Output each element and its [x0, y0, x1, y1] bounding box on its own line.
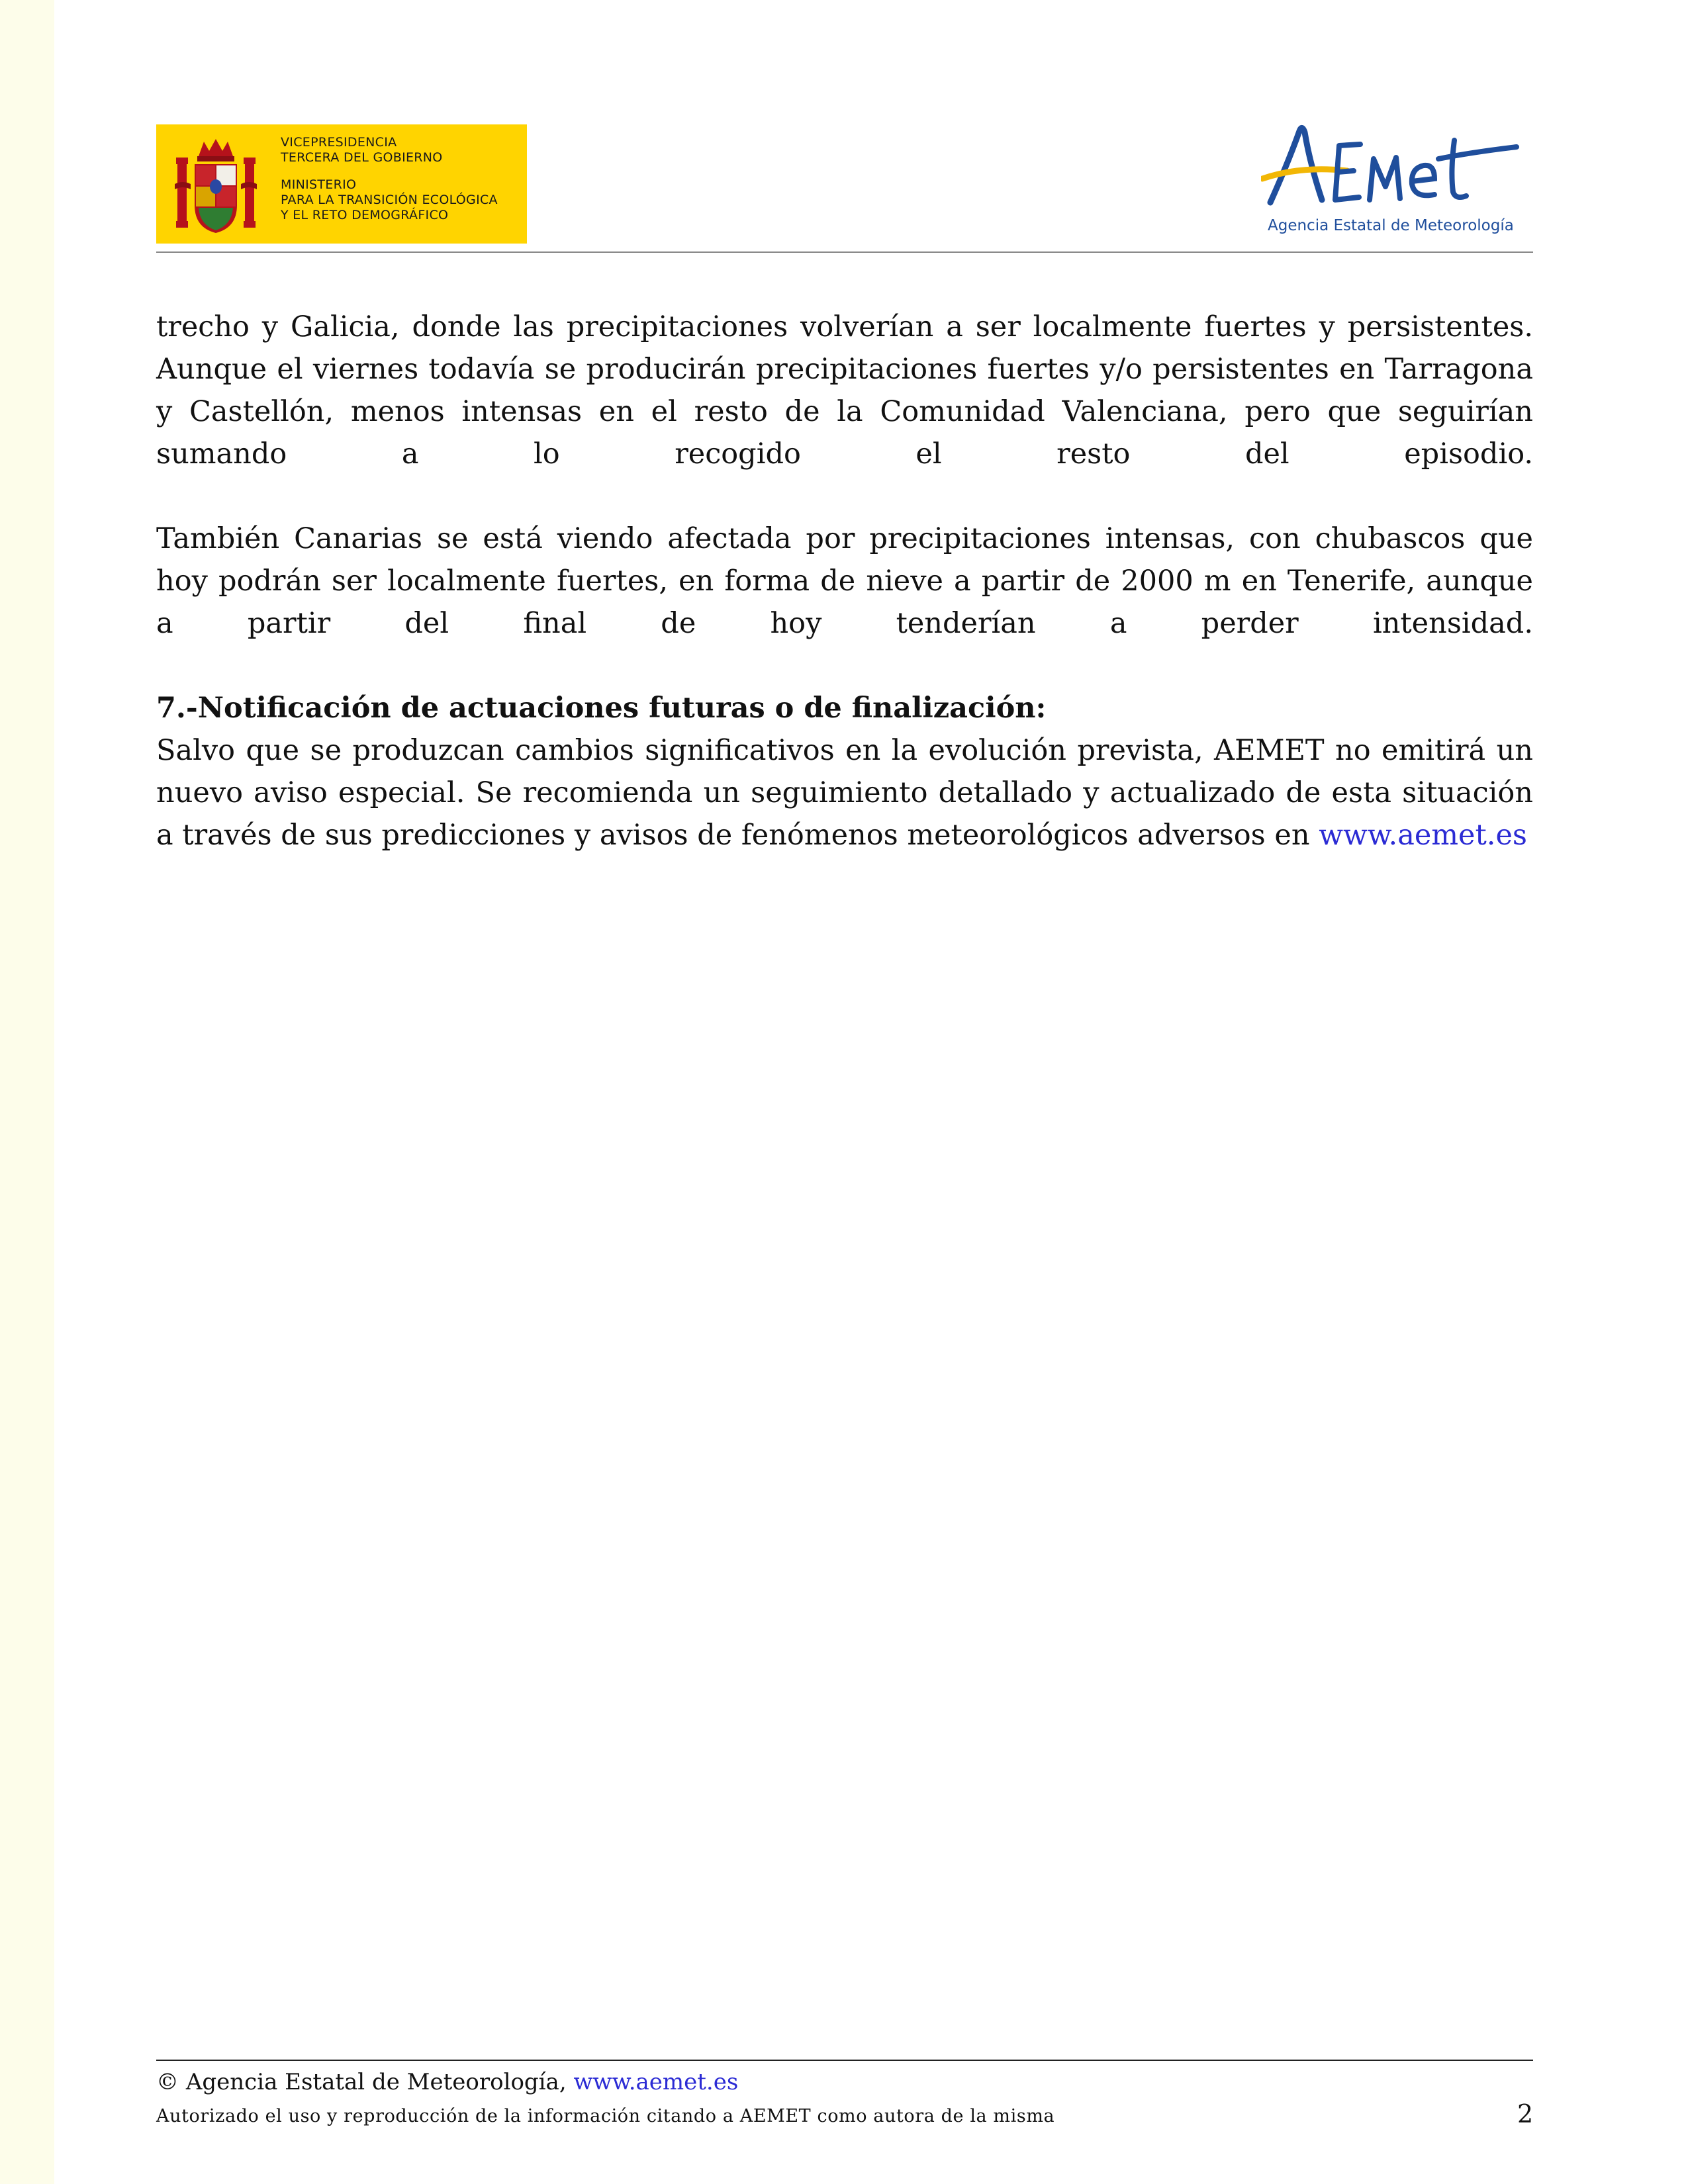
gov-logo-line: VICEPRESIDENCIA — [281, 135, 397, 150]
page-number: 2 — [1517, 2099, 1534, 2128]
aemet-website-link[interactable]: www.aemet.es — [1319, 819, 1527, 852]
footer-notice: Autorizado el uso y reproducción de la información citando a AEMET como autora de la misma — [156, 2106, 1055, 2126]
paragraph-text: Salvo que se produzcan cambios significativos en la evolución prevista, AEMET no emitirá un nuevo aviso especial. Se recomienda un seguimiento detallado y actualizado de esta situación a través de sus predicciones y avisos de fenómenos meteorológicos adversos en — [156, 734, 1533, 852]
aemet-logo — [1261, 118, 1539, 247]
page-margin-strip — [0, 0, 54, 2184]
government-logo — [156, 124, 527, 244]
copyright-icon: © — [156, 2069, 179, 2095]
body-paragraph: trecho y Galicia, donde las precipitaciones volverían a ser localmente fuertes y persistentes. Aunque el viernes todavía se producirán precipitaciones fuertes y/o persistentes en Tarragona y Castellón, menos intensas en el resto de la Comunidad Valenciana, pero que seguirían sumando a lo recogido el resto del episodio. — [156, 310, 1533, 471]
aemet-wordmark-icon — [1261, 118, 1539, 217]
header-divider — [156, 251, 1533, 253]
gov-logo-line: PARA LA TRANSICIÓN ECOLÓGICA — [281, 193, 498, 207]
aemet-logo-subtitle: Agencia Estatal de Meteorología — [1268, 217, 1514, 234]
footer-website-link[interactable]: www.aemet.es — [573, 2069, 739, 2095]
footer-divider — [156, 2060, 1533, 2061]
body-paragraph — [156, 729, 1533, 856]
gov-logo-line: Y EL RETO DEMOGRÁFICO — [281, 208, 449, 222]
gov-logo-line: MINISTERIO — [281, 177, 357, 192]
footer-copyright — [156, 2068, 738, 2097]
section-heading: 7.-Notificación de actuaciones futuras o de finalización: — [156, 692, 1047, 725]
footer-copyright-text: Agencia Estatal de Meteorología, — [185, 2069, 567, 2095]
gov-logo-line: TERCERA DEL GOBIERNO — [281, 150, 443, 165]
body-paragraph: También Canarias se está viendo afectada por precipitaciones intensas, con chubascos que hoy podrán ser localmente fuertes, en forma de nieve a partir de 2000 m en Tenerife, aunque a partir del final de hoy tenderían a perder intensidad. — [156, 522, 1533, 640]
document-body — [156, 306, 1533, 856]
coat-of-arms-icon — [175, 136, 257, 236]
